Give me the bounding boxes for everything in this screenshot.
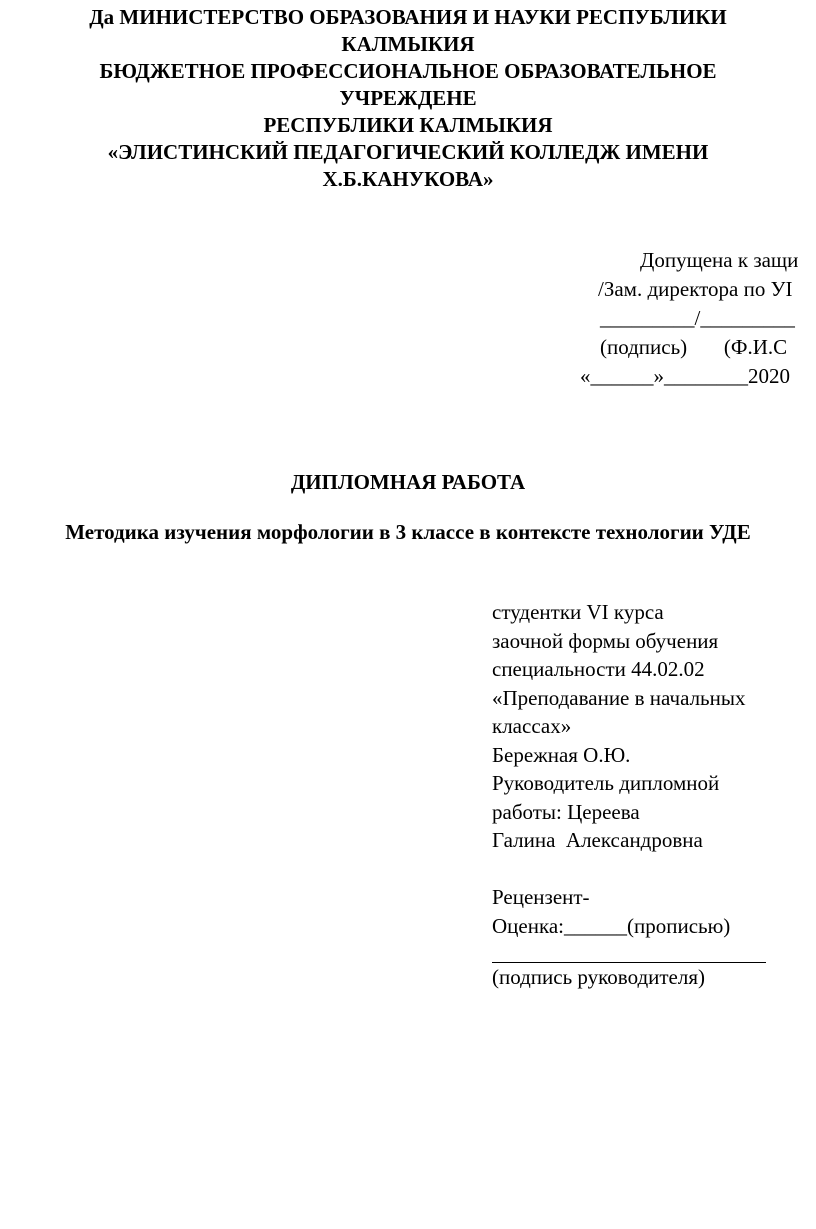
header-line-6: «ЭЛИСТИНСКИЙ ПЕДАГОГИЧЕСКИЙ КОЛЛЕДЖ ИМЕНИ bbox=[107, 140, 709, 164]
thesis-topic: Методика изучения морфологии в 3 классе в контексте технологии УДЕ bbox=[65, 520, 751, 544]
approval-line-5: «______»________2020 bbox=[580, 364, 790, 388]
header-line-5: РЕСПУБЛИКИ КАЛМЫКИЯ bbox=[263, 113, 553, 137]
header-line-3: БЮДЖЕТНОЕ ПРОФЕССИОНАЛЬНОЕ ОБРАЗОВАТЕЛЬНОЕ bbox=[99, 59, 717, 83]
approval-line-2: /Зам. директора по УI bbox=[598, 277, 793, 301]
approval-line-4: (подпись) (Ф.И.С bbox=[600, 335, 788, 359]
supervisor-line-1: Руководитель дипломной bbox=[492, 771, 720, 795]
approval-block bbox=[578, 246, 816, 391]
student-line-2: заочной формы обучения bbox=[492, 628, 719, 653]
signature-caption: (подпись руководителя) bbox=[492, 965, 706, 989]
student-name: Бережная О.Ю. bbox=[492, 742, 631, 767]
reviewer-label: Рецензент- bbox=[492, 885, 590, 909]
approval-line-1: Допущена к защи bbox=[640, 248, 799, 272]
header-line-1: Да МИНИСТЕРСТВО ОБРАЗОВАНИЯ И НАУКИ РЕСПУБЛИКИ bbox=[89, 5, 727, 29]
supervisor-name: Галина Александровна bbox=[492, 828, 703, 852]
thesis-type-heading: ДИПЛОМНАЯ РАБОТА bbox=[290, 470, 526, 494]
institution-header bbox=[0, 4, 816, 193]
thesis-title-block bbox=[0, 468, 816, 546]
header-line-4: УЧРЕЖДЕНЕ bbox=[339, 86, 477, 110]
signature-underline bbox=[492, 942, 766, 963]
student-info-block bbox=[492, 598, 812, 992]
supervisor-line-2: работы: Цереева bbox=[492, 799, 640, 824]
header-line-2: КАЛМЫКИЯ bbox=[341, 32, 475, 56]
student-line-5: классах» bbox=[492, 714, 572, 738]
header-line-7: Х.Б.КАНУКОВА» bbox=[322, 167, 494, 191]
spacer bbox=[492, 855, 812, 884]
student-line-3: специальности 44.02.02 bbox=[492, 657, 705, 681]
student-line-4: «Преподавание в начальных bbox=[492, 685, 746, 710]
student-line-1: студентки VI курса bbox=[492, 600, 664, 624]
grade-field: Оценка:______(прописью) bbox=[492, 913, 731, 938]
approval-line-3: _________/_________ bbox=[600, 306, 795, 330]
